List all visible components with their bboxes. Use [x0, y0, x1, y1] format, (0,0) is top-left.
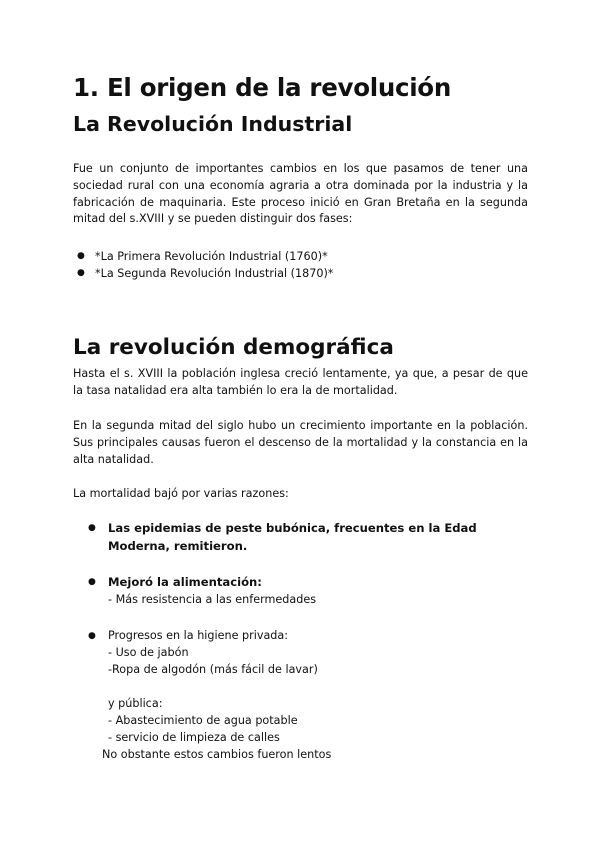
list-item-heading: Mejoró la alimentación:	[108, 575, 262, 589]
paragraph-growth-causes: En la segunda mitad del siglo hubo un crecimiento importante en la población. Sus principales causas fueron el descenso de la mortalidad y la constancia en la alta natalidad.	[73, 419, 528, 466]
list-item-first-phase	[77, 248, 328, 265]
list-item-detail: - Abastecimiento de agua potable	[108, 714, 298, 727]
conclusion-text: No obstante estos cambios fueron lentos	[102, 748, 332, 761]
list-item-text: Las epidemias de peste bubónica, frecuentes en la Edad Moderna, remitieron.	[108, 521, 477, 553]
list-item-heading: Progresos en la higiene privada:	[108, 629, 289, 642]
list-item-detail: - Uso de jabón	[108, 646, 189, 659]
bullet-icon: ●	[77, 268, 85, 278]
bullet-icon: ●	[77, 251, 85, 261]
list-item-detail: -Ropa de algodón (más fácil de lavar)	[108, 663, 318, 676]
bullet-icon: ●	[88, 577, 96, 587]
list-item-text: *La Primera Revolución Industrial (1760)*	[95, 250, 328, 263]
intro-paragraph: Fue un conjunto de importantes cambios en los que pasamos de tener una sociedad rural con una economía agraria a otra dominada por la industria y la fabricación de maquinaria. Este proceso inició en Gran Bretaña en la segunda mitad del s.XVIII y se pueden distinguir dos fases:	[73, 162, 528, 226]
page-title: 1. El origen de la revolución	[73, 73, 451, 102]
list-item-detail: - servicio de limpieza de calles	[108, 731, 280, 744]
section-title-demographic-revolution: La revolución demográfica	[73, 335, 394, 360]
list-item-epidemics	[88, 519, 528, 555]
list-item-second-phase	[77, 265, 334, 282]
paragraph-slow-growth: Hasta el s. XVIII la población inglesa creció lentamente, ya que, a pesar de que la tasa natalidad era alta también lo era la de mortalidad.	[73, 367, 528, 397]
spacer	[88, 678, 528, 695]
list-item-hygiene	[88, 627, 528, 763]
bullet-icon: ●	[88, 523, 96, 533]
list-item-subheading: y pública:	[108, 697, 163, 710]
section-title-industrial-revolution: La Revolución Industrial	[73, 112, 353, 136]
list-item-text: *La Segunda Revolución Industrial (1870)*	[95, 267, 334, 280]
bullet-icon: ●	[88, 631, 96, 641]
list-item-food	[88, 573, 528, 608]
paragraph-mortality-reasons: La mortalidad bajó por varias razones:	[73, 487, 289, 500]
list-item-detail: - Más resistencia a las enfermedades	[108, 593, 317, 606]
